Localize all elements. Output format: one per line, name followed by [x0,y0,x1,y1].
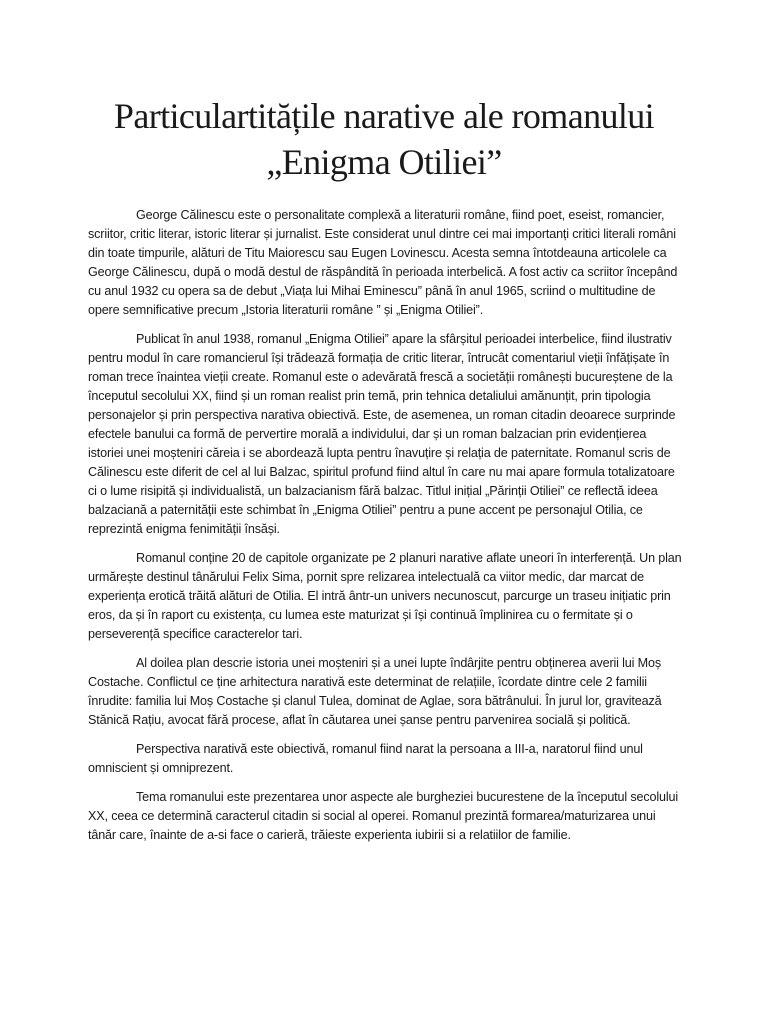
document-body [88,206,682,855]
paragraph-6: Tema romanului este prezentarea unor aspecte ale burgheziei bucurestene de la începutul secolului XX, ceea ce determină caracterul citadin si social al operei. Romanul prezintă formarea/maturizarea unui tânăr care, înainte de a-si face o carieră, trăieste experienta iubirii si a relatiilor de familie. [88,790,679,842]
paragraph-4: Al doilea plan descrie istoria unei moșteniri și a unei lupte îndârjite pentru obținerea averii lui Moș Costache. Conflictul ce ține arhitectura narativă este determinat de relațiile, îcordate dintre cele 2 familii înrudite: familia lui Moș Costache și clanul Tulea, dominat de Aglae, sora bătrânului. În jurul lor, gravitează Stănică Rațiu, avocat fără procese, aflat în căutarea unei șanse pentru parvenirea socială și politică. [88,656,662,727]
title-line-2: „Enigma Otiliei” [266,142,502,182]
paragraph-1: George Călinescu este o personalitate complexă a literaturii române, fiind poet, eseist, romancier, scriitor, critic literar, istoric literar și jurnalist. Este considerat unul dintre cei mai importanți critici literali români din toate timpurile, alături de Titu Maiorescu sau Eugen Lovinescu. Acesta semna întotdeauna articolele ca George Călinescu, după o modă destul de răspândită în perioada interbelică. A fost activ ca scriitor începând cu anul 1932 cu opera sa de debut „Viața lui Mihai Eminescu” până în anul 1965, scriind o multitudine de opere semnificative precum „Istoria literaturii române ” și „Enigma Otiliei”. [88,208,678,317]
paragraph-2: Publicat în anul 1938, romanul „Enigma Otiliei” apare la sfârșitul perioadei interbelice, fiind ilustrativ pentru modul în care romancierul își trădează formația de critic literar, întrucât comentariul vieții înfățișate în roman trece înaintea vieții create. Romanul este o adevărată frescă a societății românești bucureștene de la începutul secolului XX, fiind și un roman realist prin temă, prin tehnica detaliului amănunțit, prin tipologia personajelor și prin perspectiva narativa obiectivă. Este, de asemenea, un roman citadin deoarece surprinde efectele banului ca formă de pervertire morală a individului, dar și un roman balzacian prin evidențierea istoriei unei moșteniri căreia i se abordează lupta pentru înavuțire și relația de paternitate. Romanul scris de Călinescu este diferit de cel al lui Balzac, spiritul profund fiind altul în care nu mai apare formula totalizatoare ci o lume risipită și individualistă, un balzacianism fără balzac. Titlul inițial „Părinții Otiliei” ce reflectă ideea balzaciană a paternității este schimbat în „Enigma Otiliei” pentru a pune accent pe personajul Otilia, ce reprezintă enigma fenimității însăși. [88,332,676,536]
paragraph-3: Romanul conține 20 de capitole organizate pe 2 planuri narative aflate uneori în interferență. Un plan urmărește destinul tânărului Felix Sima, pornit spre relizarea intelectuală ca viitor medic, dar marcat de experiența erotică trăită alături de Otilia. El intră ântr-un univers necunoscut, parcurge un traseu inițiatic prin eros, da și în raport cu existența, cu lumea este maturizat și își continuă împlinirea cu o fermitate și o perseverență specifice caracterelor tari. [88,551,682,641]
title-line-1: Particulartitățile narative ale romanului [113,96,655,136]
paragraph-5: Perspectiva narativă este obiectivă, romanul fiind narat la persoana a III-a, naratorul fiind unul omniscient și omniprezent. [88,742,643,775]
page-title [60,93,708,185]
